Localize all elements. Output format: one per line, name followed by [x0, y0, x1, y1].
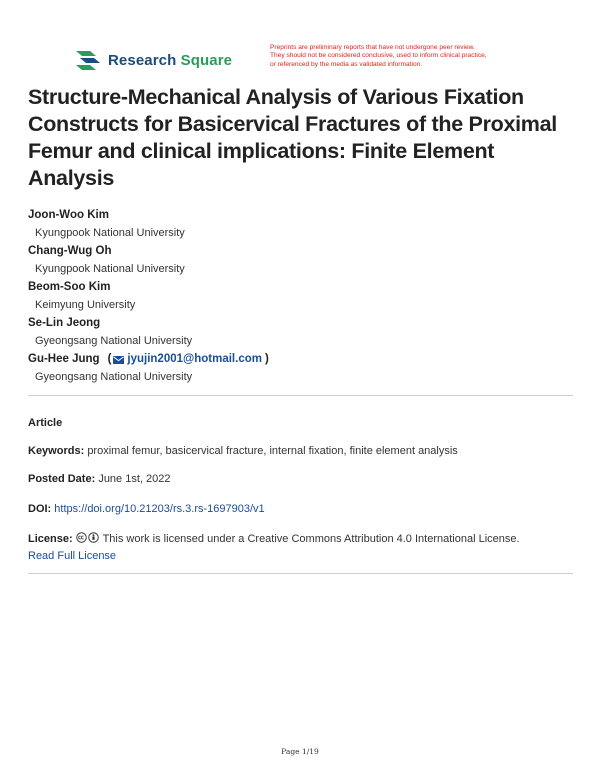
email-paren-close: ) [264, 353, 269, 365]
author-name: Se-Lin Jeong [28, 317, 101, 329]
author-name: Beom-Soo Kim [28, 281, 111, 293]
disclaimer-line: They should not be considered conclusive, used to inform clinical practice, [270, 52, 487, 60]
envelope-icon [113, 356, 124, 364]
license-row [28, 531, 573, 565]
logo-wordmark [108, 52, 232, 69]
keywords-label: Keywords: [28, 445, 85, 457]
logo-brand: Research [108, 51, 177, 69]
license-text: This work is licensed under a Creative Commons Attribution 4.0 International License. [102, 533, 520, 545]
article-type: Article [28, 417, 63, 429]
keywords-value: proximal femur, basicervical fracture, internal fixation, finite element analysis [87, 445, 458, 457]
posted-date-row [28, 471, 573, 488]
disclaimer-line: or referenced by the media as validated information. [270, 60, 423, 68]
read-full-license-link[interactable]: Read Full License [28, 550, 117, 562]
author-entry [28, 243, 573, 278]
preprint-disclaimer [270, 44, 570, 69]
author-email-link[interactable]: jyujin2001@hotmail.com [127, 353, 262, 365]
paper-title: Structure-Mechanical Analysis of Various Fixation Constructs for Basicervical Fractures of the Proximal Femur and clinical implications: Finite Element Analysis [28, 85, 557, 190]
author-affiliation: Kyungpook National University [35, 227, 185, 239]
author-email [108, 351, 269, 368]
creative-commons-icon [76, 532, 87, 543]
author-name-row [28, 351, 573, 368]
research-square-logo-icon [74, 48, 102, 72]
author-entry [28, 315, 573, 350]
author-entry-corresponding [28, 351, 573, 386]
attribution-icon [88, 532, 99, 543]
author-entry [28, 207, 573, 242]
doi-row [28, 501, 573, 518]
page-number: Page 1/19 [281, 747, 319, 756]
author-name: Chang-Wug Oh [28, 245, 112, 257]
posted-date-value: June 1st, 2022 [98, 473, 171, 485]
section-divider [28, 573, 573, 574]
section-divider [28, 395, 573, 396]
author-affiliation: Keimyung University [35, 299, 136, 311]
logo-brand-accent: Square [180, 51, 233, 69]
author-name: Gu-Hee Jung [28, 353, 100, 365]
author-list [28, 207, 573, 387]
author-entry [28, 279, 573, 314]
header [74, 44, 554, 78]
author-affiliation: Kyungpook National University [35, 263, 185, 275]
keywords-row [28, 443, 573, 460]
author-affiliation: Gyeongsang National University [35, 371, 193, 383]
research-square-logo[interactable] [74, 48, 232, 72]
doi-link[interactable]: https://doi.org/10.21203/rs.3.rs-1697903/v1 [54, 503, 265, 515]
license-label: License: [28, 533, 73, 545]
disclaimer-line: Preprints are preliminary reports that have not undergone peer review. [270, 44, 475, 51]
author-affiliation: Gyeongsang National University [35, 335, 193, 347]
posted-date-label: Posted Date: [28, 473, 96, 485]
doi-label: DOI: [28, 503, 52, 515]
author-name: Joon-Woo Kim [28, 209, 109, 221]
email-paren-open: ( [107, 353, 112, 365]
